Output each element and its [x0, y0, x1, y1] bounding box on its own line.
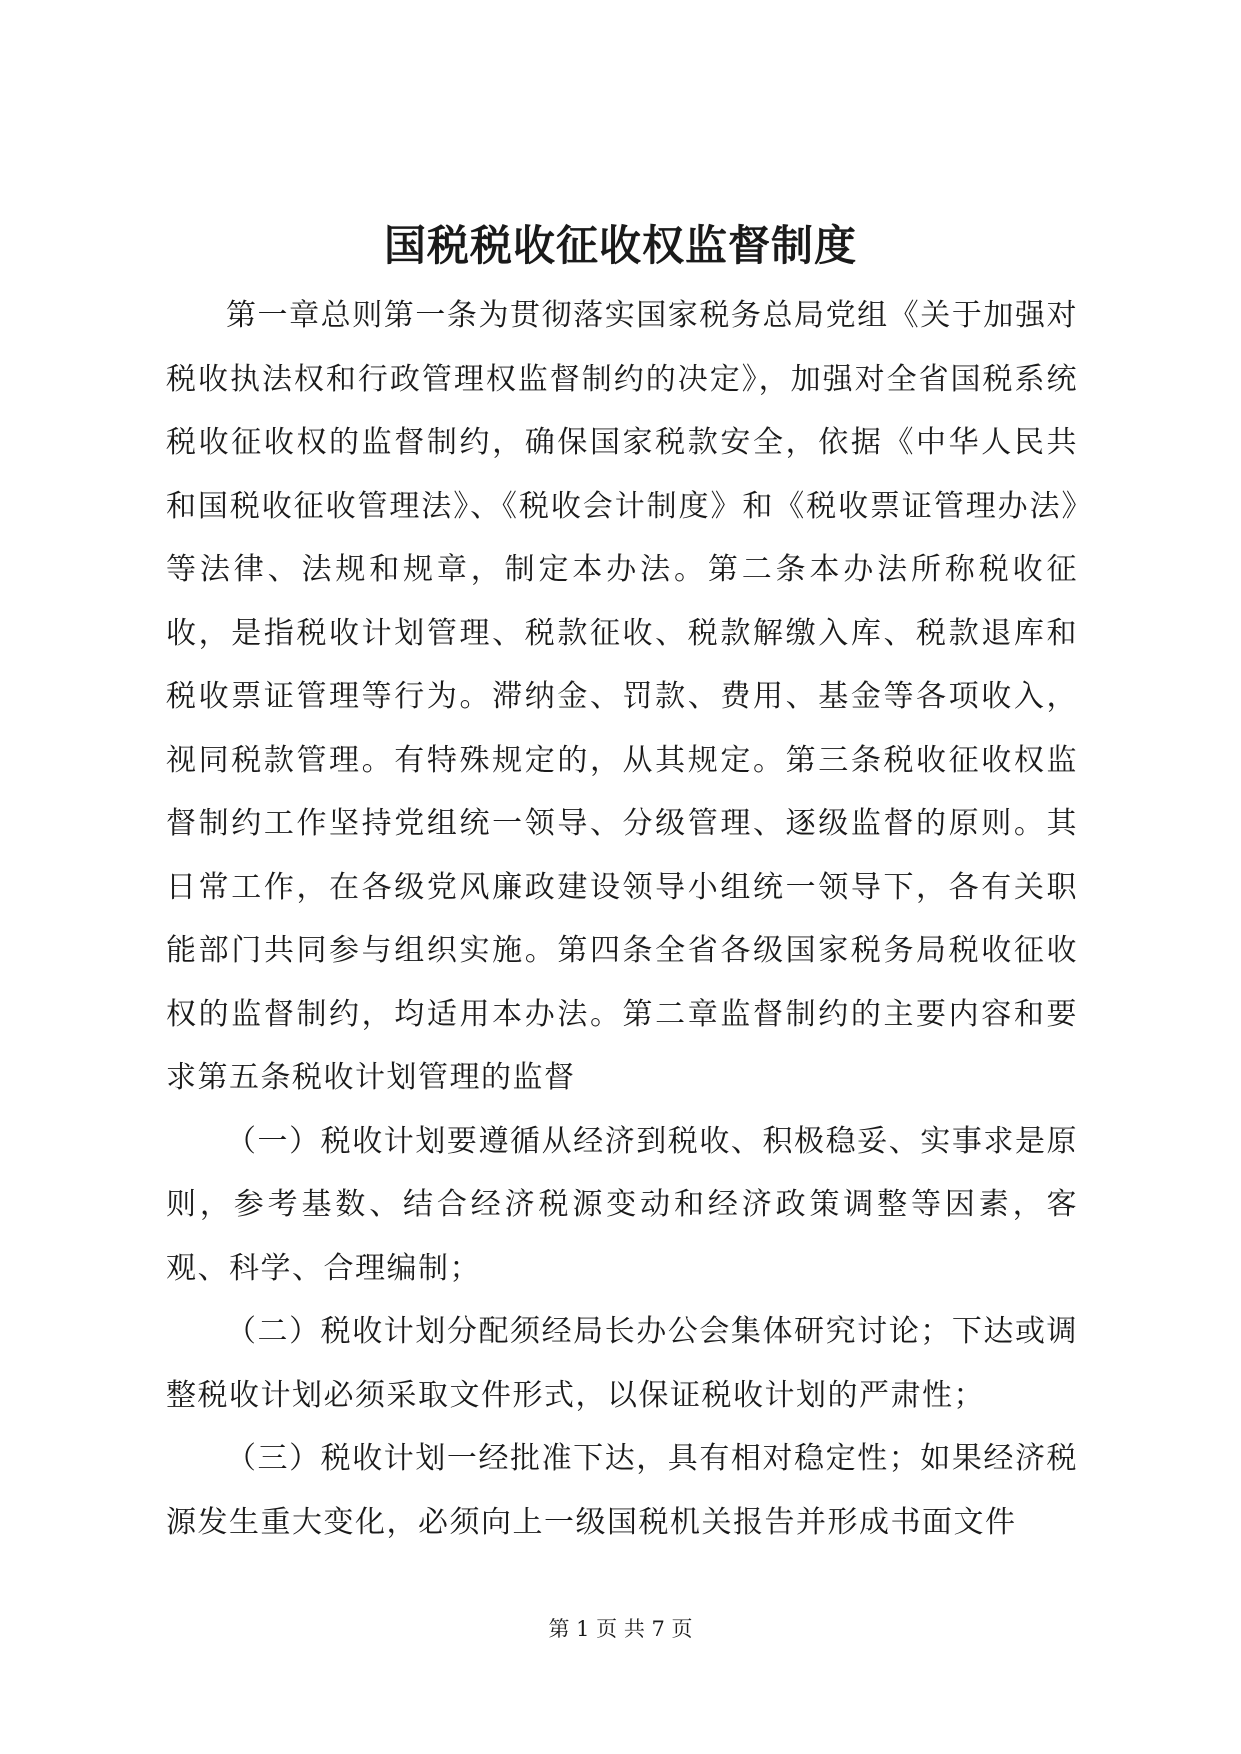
document-title: 国税税收征收权监督制度: [383, 221, 857, 270]
page-number: 第 1 页 共 7 页: [548, 1617, 693, 1641]
paragraph-item-2: （二）税收计划分配须经局长办公会集体研究讨论；下达或调整税收计划必须采取文件形式，以保证税收计划的严肃性；: [166, 1314, 1078, 1413]
paragraph-item-1: （一）税收计划要遵循从经济到税收、积极稳妥、实事求是原则，参考基数、结合经济税源变动和经济政策调整等因素，客观、科学、合理编制；: [166, 1123, 1078, 1286]
document-body: [166, 284, 1078, 1554]
paragraph-item-3: （三）税收计划一经批准下达，具有相对稳定性；如果经济税源发生重大变化，必须向上一级国税机关报告并形成书面文件: [166, 1441, 1078, 1540]
paragraph-general-provisions: 第一章总则第一条为贯彻落实国家税务总局党组《关于加强对税收执法权和行政管理权监督制约的决定》，加强对全省国税系统税收征收权的监督制约，确保国家税款安全，依据《中华人民共和国税收征收管理法》、《税收会计制度》和《税收票证管理办法》等法律、法规和规章，制定本办法。第二条本办法所称税收征收，是指税收计划管理、税款征收、税款解缴入库、税款退库和税收票证管理等行为。滞纳金、罚款、费用、基金等各项收入，视同税款管理。有特殊规定的，从其规定。第三条税收征收权监督制约工作坚持党组统一领导、分级管理、逐级监督的原则。其日常工作，在各级党风廉政建设领导小组统一领导下，各有关职能部门共同参与组织实施。第四条全省各级国家税务局税收征收权的监督制约，均适用本办法。第二章监督制约的主要内容和要求第五条税收计划管理的监督: [166, 298, 1078, 1095]
